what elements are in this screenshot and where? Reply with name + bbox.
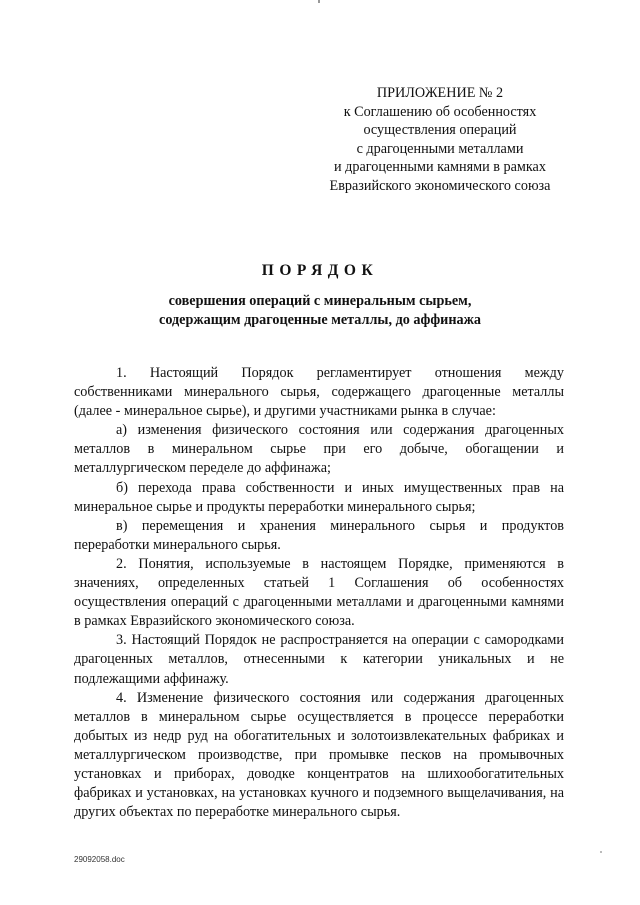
subtitle-line: совершения операций с минеральным сырьем, <box>168 293 472 309</box>
document-subtitle <box>0 292 640 330</box>
annex-line: с драгоценными металлами <box>356 140 524 157</box>
annex-header <box>300 84 580 196</box>
page-mark <box>318 0 320 3</box>
paragraph: 2. Понятия, используемые в настоящем Порядке, применяются в значениях, определенных статьей 1 Соглашения об особенностях осуществления операций с драгоценными металлами и драгоценными камнями в рамках Евразийского экономического союза. <box>74 555 564 630</box>
paragraph: 3. Настоящий Порядок не распространяется на операции с самородками драгоценных металлов, отнесенными к категории уникальных и не подлежащими аффинажу. <box>74 632 564 687</box>
paragraph: 4. Изменение физического состояния или содержания драгоценных металлов в минеральном сырье осуществляется в процессе переработки добытых из недр руд на обогатительных и золотоизвлекательных фабриках и металлургическом производстве, при промывке песков на промывочных установках и приборах, доводке концентратов на шлихообогатительных фабриках и установках, на установках кучного и подземного выщелачивания, на других объектах по переработке минерального сырья. <box>74 689 564 821</box>
document-body <box>74 364 564 822</box>
subtitle-line: содержащим драгоценные металлы, до аффинажа <box>159 312 481 328</box>
page-mark <box>600 851 602 853</box>
paragraph: б) перехода права собственности и иных имущественных прав на минеральное сырье и продукты переработки минерального сырья; <box>74 479 564 515</box>
annex-line: осуществления операций <box>363 122 517 139</box>
document-title: ПОРЯДОК <box>261 262 379 279</box>
footer-file-name: 29092058.doc <box>74 855 125 864</box>
paragraph: 1. Настоящий Порядок регламентирует отношения между собственниками минерального сырья, содержащего драгоценные металлы (далее - минеральное сырье), и другими участниками рынка в случае: <box>74 365 564 420</box>
annex-line: к Соглашению об особенностях <box>343 103 537 120</box>
annex-line: и драгоценными камнями в рамках <box>334 159 546 176</box>
paragraph: в) перемещения и хранения минерального сырья и продуктов переработки минерального сырья. <box>74 517 564 553</box>
paragraph: а) изменения физического состояния или содержания драгоценных металлов в минеральном сырье при его добыче, обогащении и металлургическом переделе до аффинажа; <box>74 422 564 477</box>
annex-title: ПРИЛОЖЕНИЕ № 2 <box>376 85 504 101</box>
annex-line: Евразийского экономического союза <box>329 177 551 194</box>
